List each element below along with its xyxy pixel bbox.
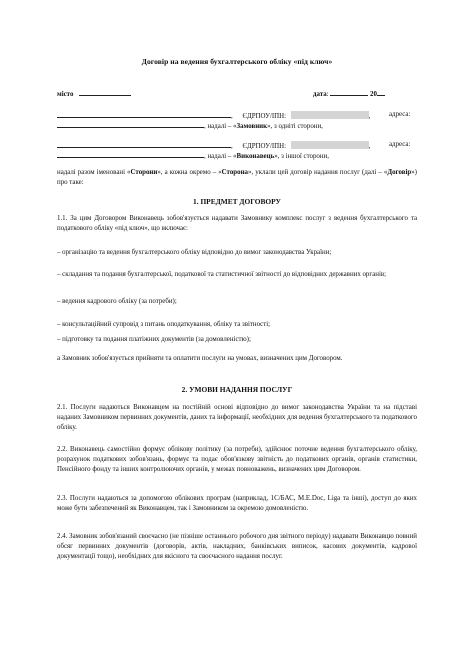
list-item: – складання та подання бухгалтерської, податкової та статистичної звітності до відповідних державних органів;	[57, 271, 387, 278]
contractor-edrpou-label: ЄДРПОУ/ІПН:	[242, 143, 287, 150]
clause-2-4: 2.4. Замовник зобов'язаний своєчасно (не пізніше останнього робочого дня звітного періоду) надавати Виконавцю повний обсяг первинних документів (договорів, актів, накладних, банківських виписок, касових документів, кадрової документації тощо), необхідних для якісного та своєчасного надання послуг.	[57, 533, 417, 560]
contractor-role: Виконавець	[236, 153, 275, 160]
contractor-row-1: , ЄДРПОУ/ІПН: , адреса:	[57, 140, 417, 151]
list-item: – консультаційний супровід з питань оподаткування, обліку та звітності;	[57, 321, 271, 328]
city-field[interactable]	[79, 88, 131, 96]
parties-paragraph: надалі разом іменовані «Сторони», а кожна окремо – «Сторона», уклали цей договір надання послуг (далі – «Договір») про таке:	[57, 169, 417, 186]
customer-row-2: , надалі – «Замовник», з одніті сторони,	[57, 120, 417, 131]
year-field[interactable]	[377, 88, 385, 96]
city-date-row	[57, 88, 417, 99]
customer-address-label: адреса:	[389, 111, 411, 118]
section-1-heading: 1. ПРЕДМЕТ ДОГОВОРУ	[193, 197, 281, 206]
contractor-name-field[interactable]	[57, 140, 231, 148]
contractor-address-label: адреса:	[389, 141, 411, 148]
year-prefix: 20	[370, 91, 377, 98]
list-item: – підготовку та подання платіжних документів (за домовленістю);	[57, 336, 251, 343]
clause-2-2: 2.2. Виконавець самостійно формує облікову політику (за потреби), здійснює поточне ведення бухгалтерського обліку, розрахунок податкових зобов'язань, формує та подає обов'язкову звітність до податкових органів, органів статистики, Пенсійного фонду та інших контролюючих органів, у межах повноважень, визначених цим Договором.	[57, 446, 417, 473]
customer-row-1: , ЄДРПОУ/ІПН: , адреса:	[57, 110, 417, 121]
customer-role: Замовник	[236, 123, 268, 130]
contractor-address-field[interactable]	[57, 150, 204, 158]
clause-2-3: 2.3. Послуги надаються за допомогою облікових програм (наприклад, 1С/БАС, M.E.Doc, Liga та інші), доступ до яких може бути забезпечений як Виконавцем, так і Замовником за окремою домовленістю.	[57, 495, 417, 512]
list-item: – ведення кадрового обліку (за потреби);	[57, 298, 177, 305]
list-item: – організацію та ведення бухгалтерського обліку відповідно до вимог законодавства України;	[57, 249, 332, 256]
customer-name-field[interactable]	[57, 110, 231, 118]
clause-2-1: 2.1. Послуги надаються Виконавцем на постійній основі відповідно до вимог законодавства України та на підставі наданих Замовником первинних документів, даних та інформації, необхідних для ведення бухгалтерського та податкового обліку.	[57, 404, 417, 431]
date-label: дата	[313, 91, 327, 98]
date-block: дата: 20	[313, 88, 385, 99]
customer-edrpou-field[interactable]	[291, 111, 369, 119]
section-2-heading: 2. УМОВИ НАДАННЯ ПОСЛУГ	[181, 385, 293, 394]
contractor-row-2: , надалі – «Виконавець», з іншої сторони,	[57, 150, 417, 161]
contractor-edrpou-field[interactable]	[291, 141, 369, 149]
city-label: місто	[57, 91, 74, 98]
date-field[interactable]	[330, 88, 368, 96]
customer-address-field[interactable]	[57, 120, 204, 128]
customer-edrpou-label: ЄДРПОУ/ІПН:	[242, 113, 287, 120]
clause-1-end: а Замовник зобов'язується прийняти та оплатити послуги на умовах, визначених цим Договором.	[57, 355, 343, 362]
document-title: Договір на ведення бухгалтерського обліку «під ключ»	[141, 57, 333, 66]
clause-1-1: 1.1. За цим Договором Виконавець зобов'язується надавати Замовнику комплекс послуг з ведення бухгалтерського та податкового обліку «під ключ», що включає:	[57, 215, 417, 232]
